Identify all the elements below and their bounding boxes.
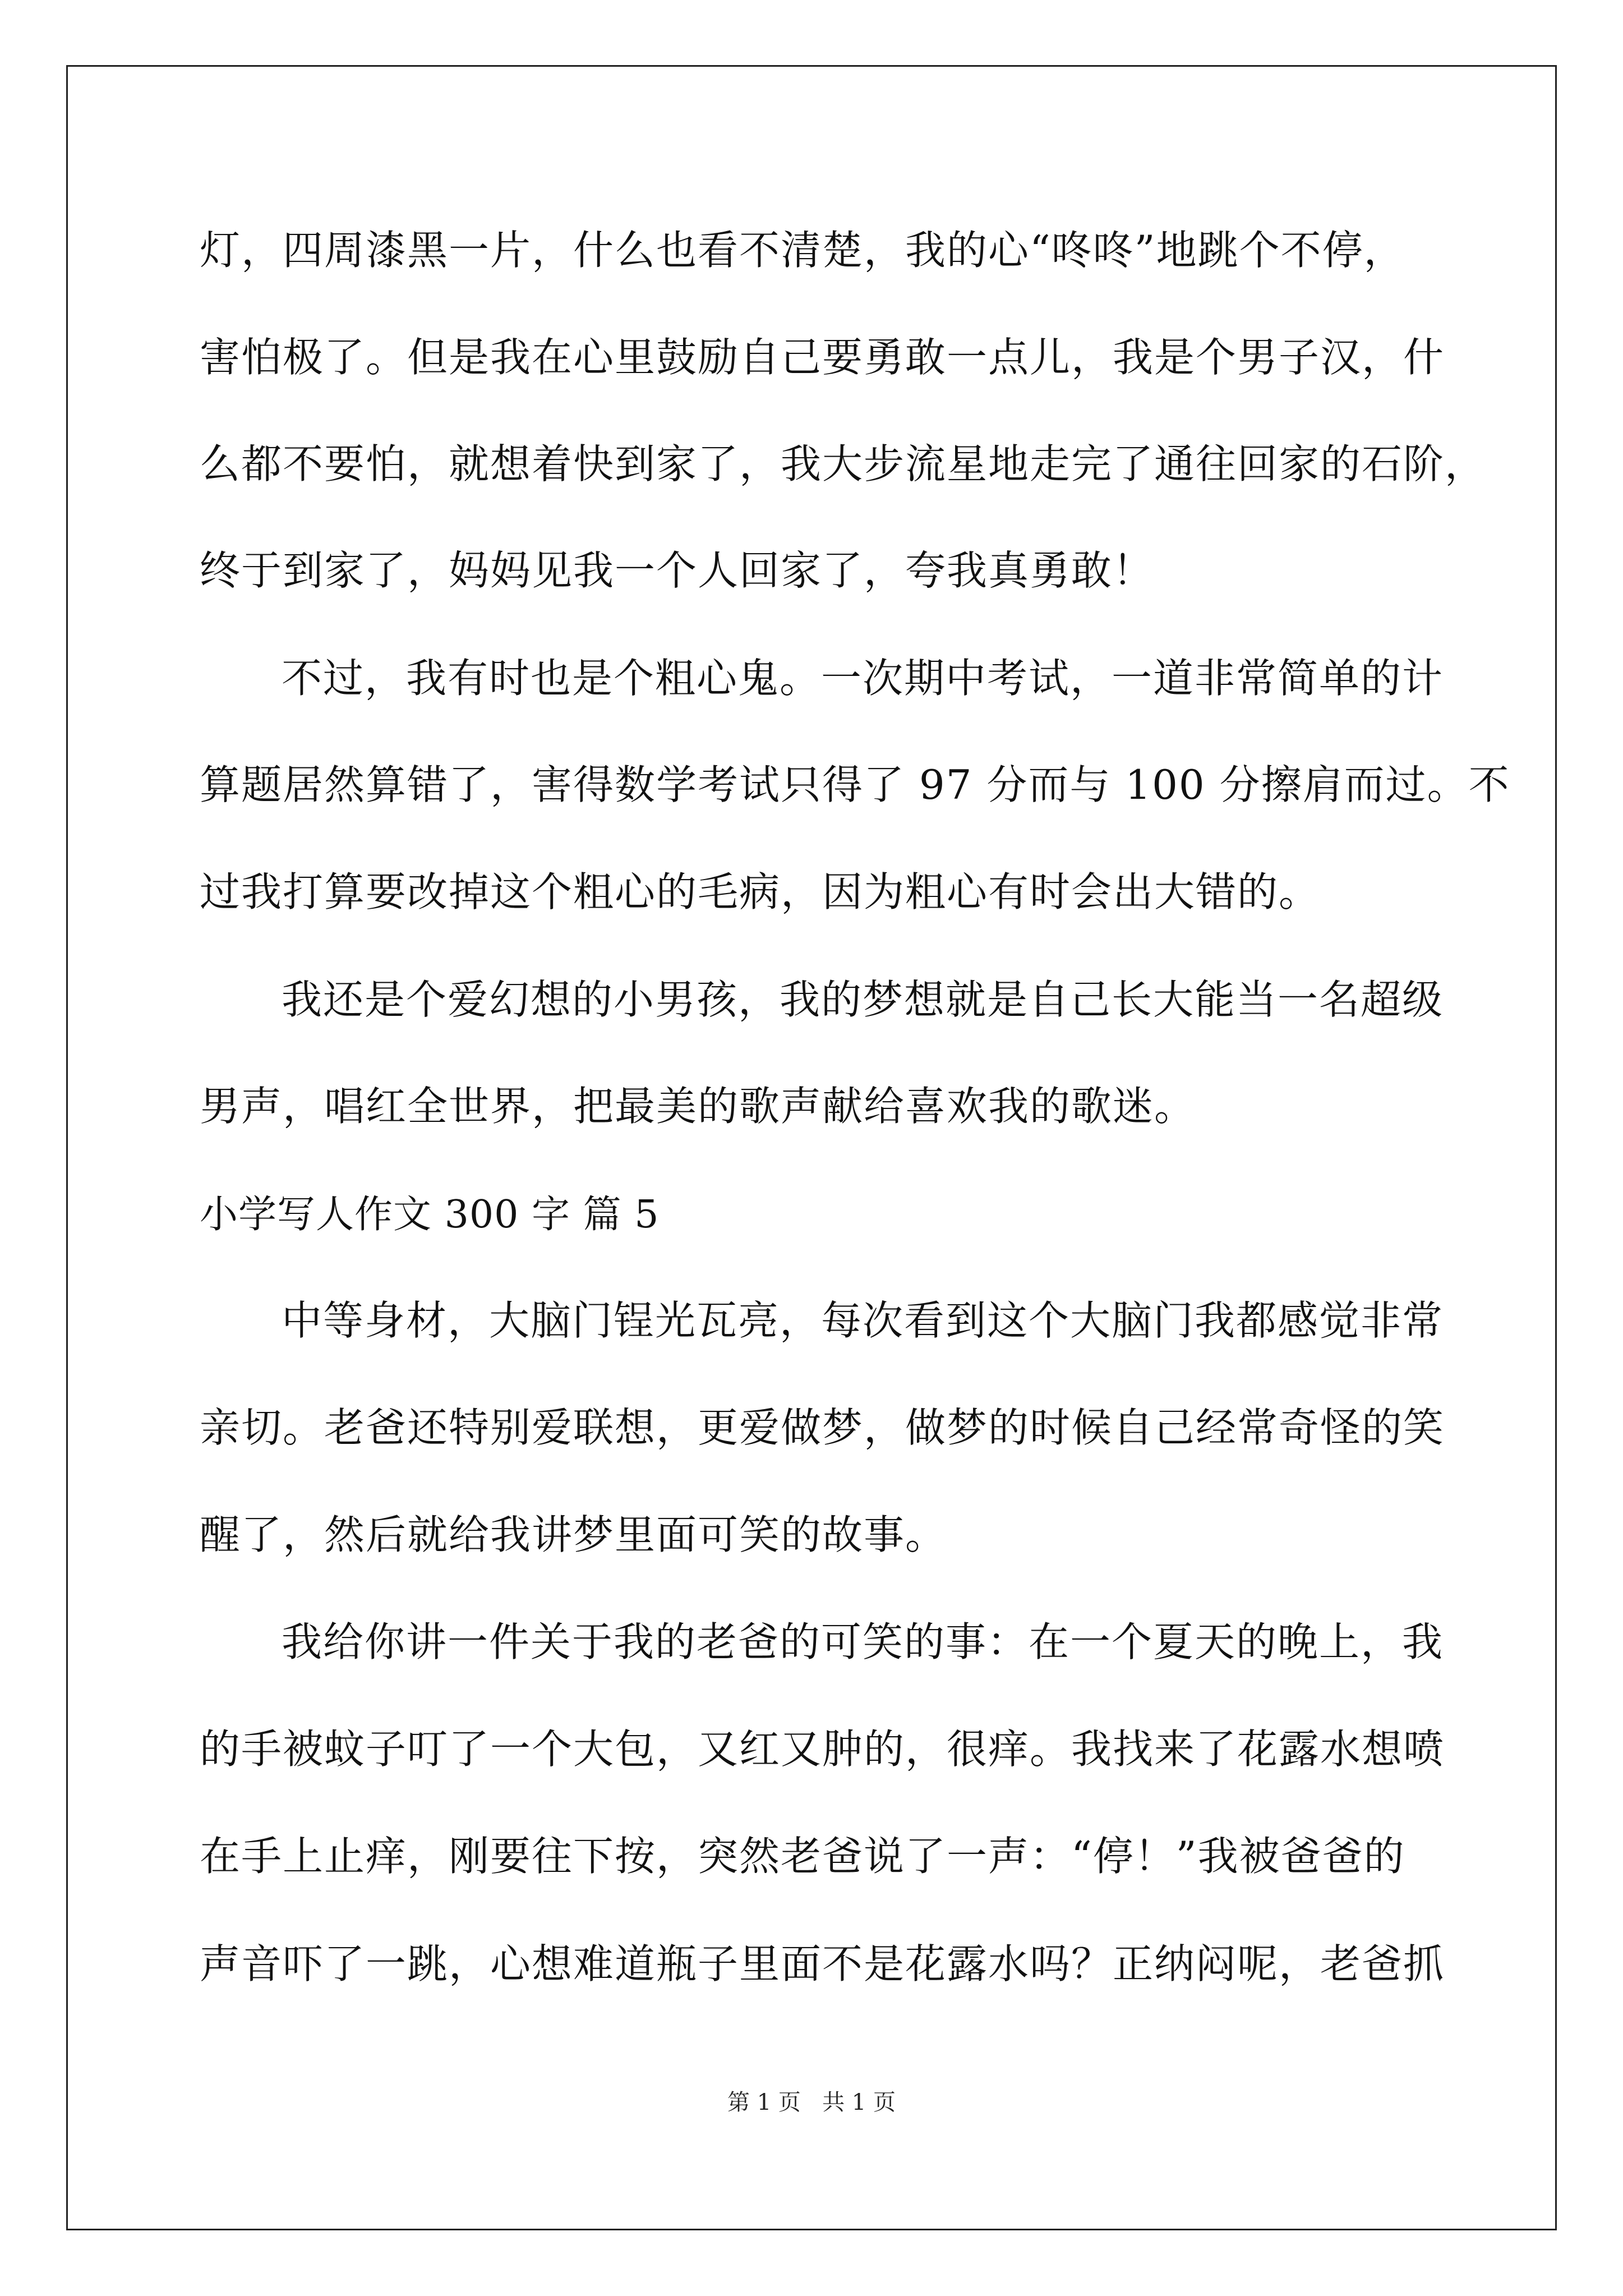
text-line: 终于到家了，妈妈见我一个人回家了，夸我真勇敢！	[200, 547, 1155, 594]
text-line: 的手被蚊子叮了一个大包，又红又肿的，很痒。我找来了花露水想喷	[200, 1726, 1445, 1773]
paragraph-start-line: 我还是个爱幻想的小男孩，我的梦想就是自己长大能当一名超级	[282, 976, 1444, 1023]
text-line: 算题居然算错了，害得数学考试只得了 97 分而与 100 分擦肩而过。不	[200, 761, 1510, 808]
text-line: 么都不要怕，就想着快到家了，我大步流星地走完了通往回家的石阶，	[200, 440, 1487, 487]
page-footer: 第 1 页 共 1 页	[727, 2090, 896, 2115]
text-line: 害怕极了。但是我在心里鼓励自己要勇敢一点儿，我是个男子汉，什	[200, 334, 1445, 381]
text-line: 亲切。老爸还特别爱联想，更爱做梦，做梦的时候自己经常奇怪的笑	[200, 1404, 1445, 1451]
section-heading: 小学写人作文 300 字 篇 5	[200, 1193, 660, 1237]
text-line: 男声，唱红全世界，把最美的歌声献给喜欢我的歌迷。	[200, 1083, 1196, 1130]
paragraph-start-line: 不过，我有时也是个粗心鬼。一次期中考试，一道非常简单的计	[282, 655, 1444, 702]
text-line: 过我打算要改掉这个粗心的毛病，因为粗心有时会出大错的。	[200, 868, 1321, 915]
text-line: 声音吓了一跳，心想难道瓶子里面不是花露水吗？正纳闷呢，老爸抓	[200, 1940, 1445, 1987]
paragraph-start-line: 我给你讲一件关于我的老爸的可笑的事：在一个夏天的晚上，我	[282, 1618, 1444, 1665]
text-line: 灯，四周漆黑一片，什么也看不清楚，我的心“咚咚”地跳个不停，	[200, 227, 1405, 274]
text-line: 在手上止痒，刚要往下按，突然老爸说了一声：“停！”我被爸爸的	[200, 1833, 1405, 1880]
paragraph-start-line: 中等身材，大脑门锃光瓦亮，每次看到这个大脑门我都感觉非常	[282, 1297, 1444, 1344]
text-line: 醒了，然后就给我讲梦里面可笑的故事。	[200, 1511, 947, 1558]
